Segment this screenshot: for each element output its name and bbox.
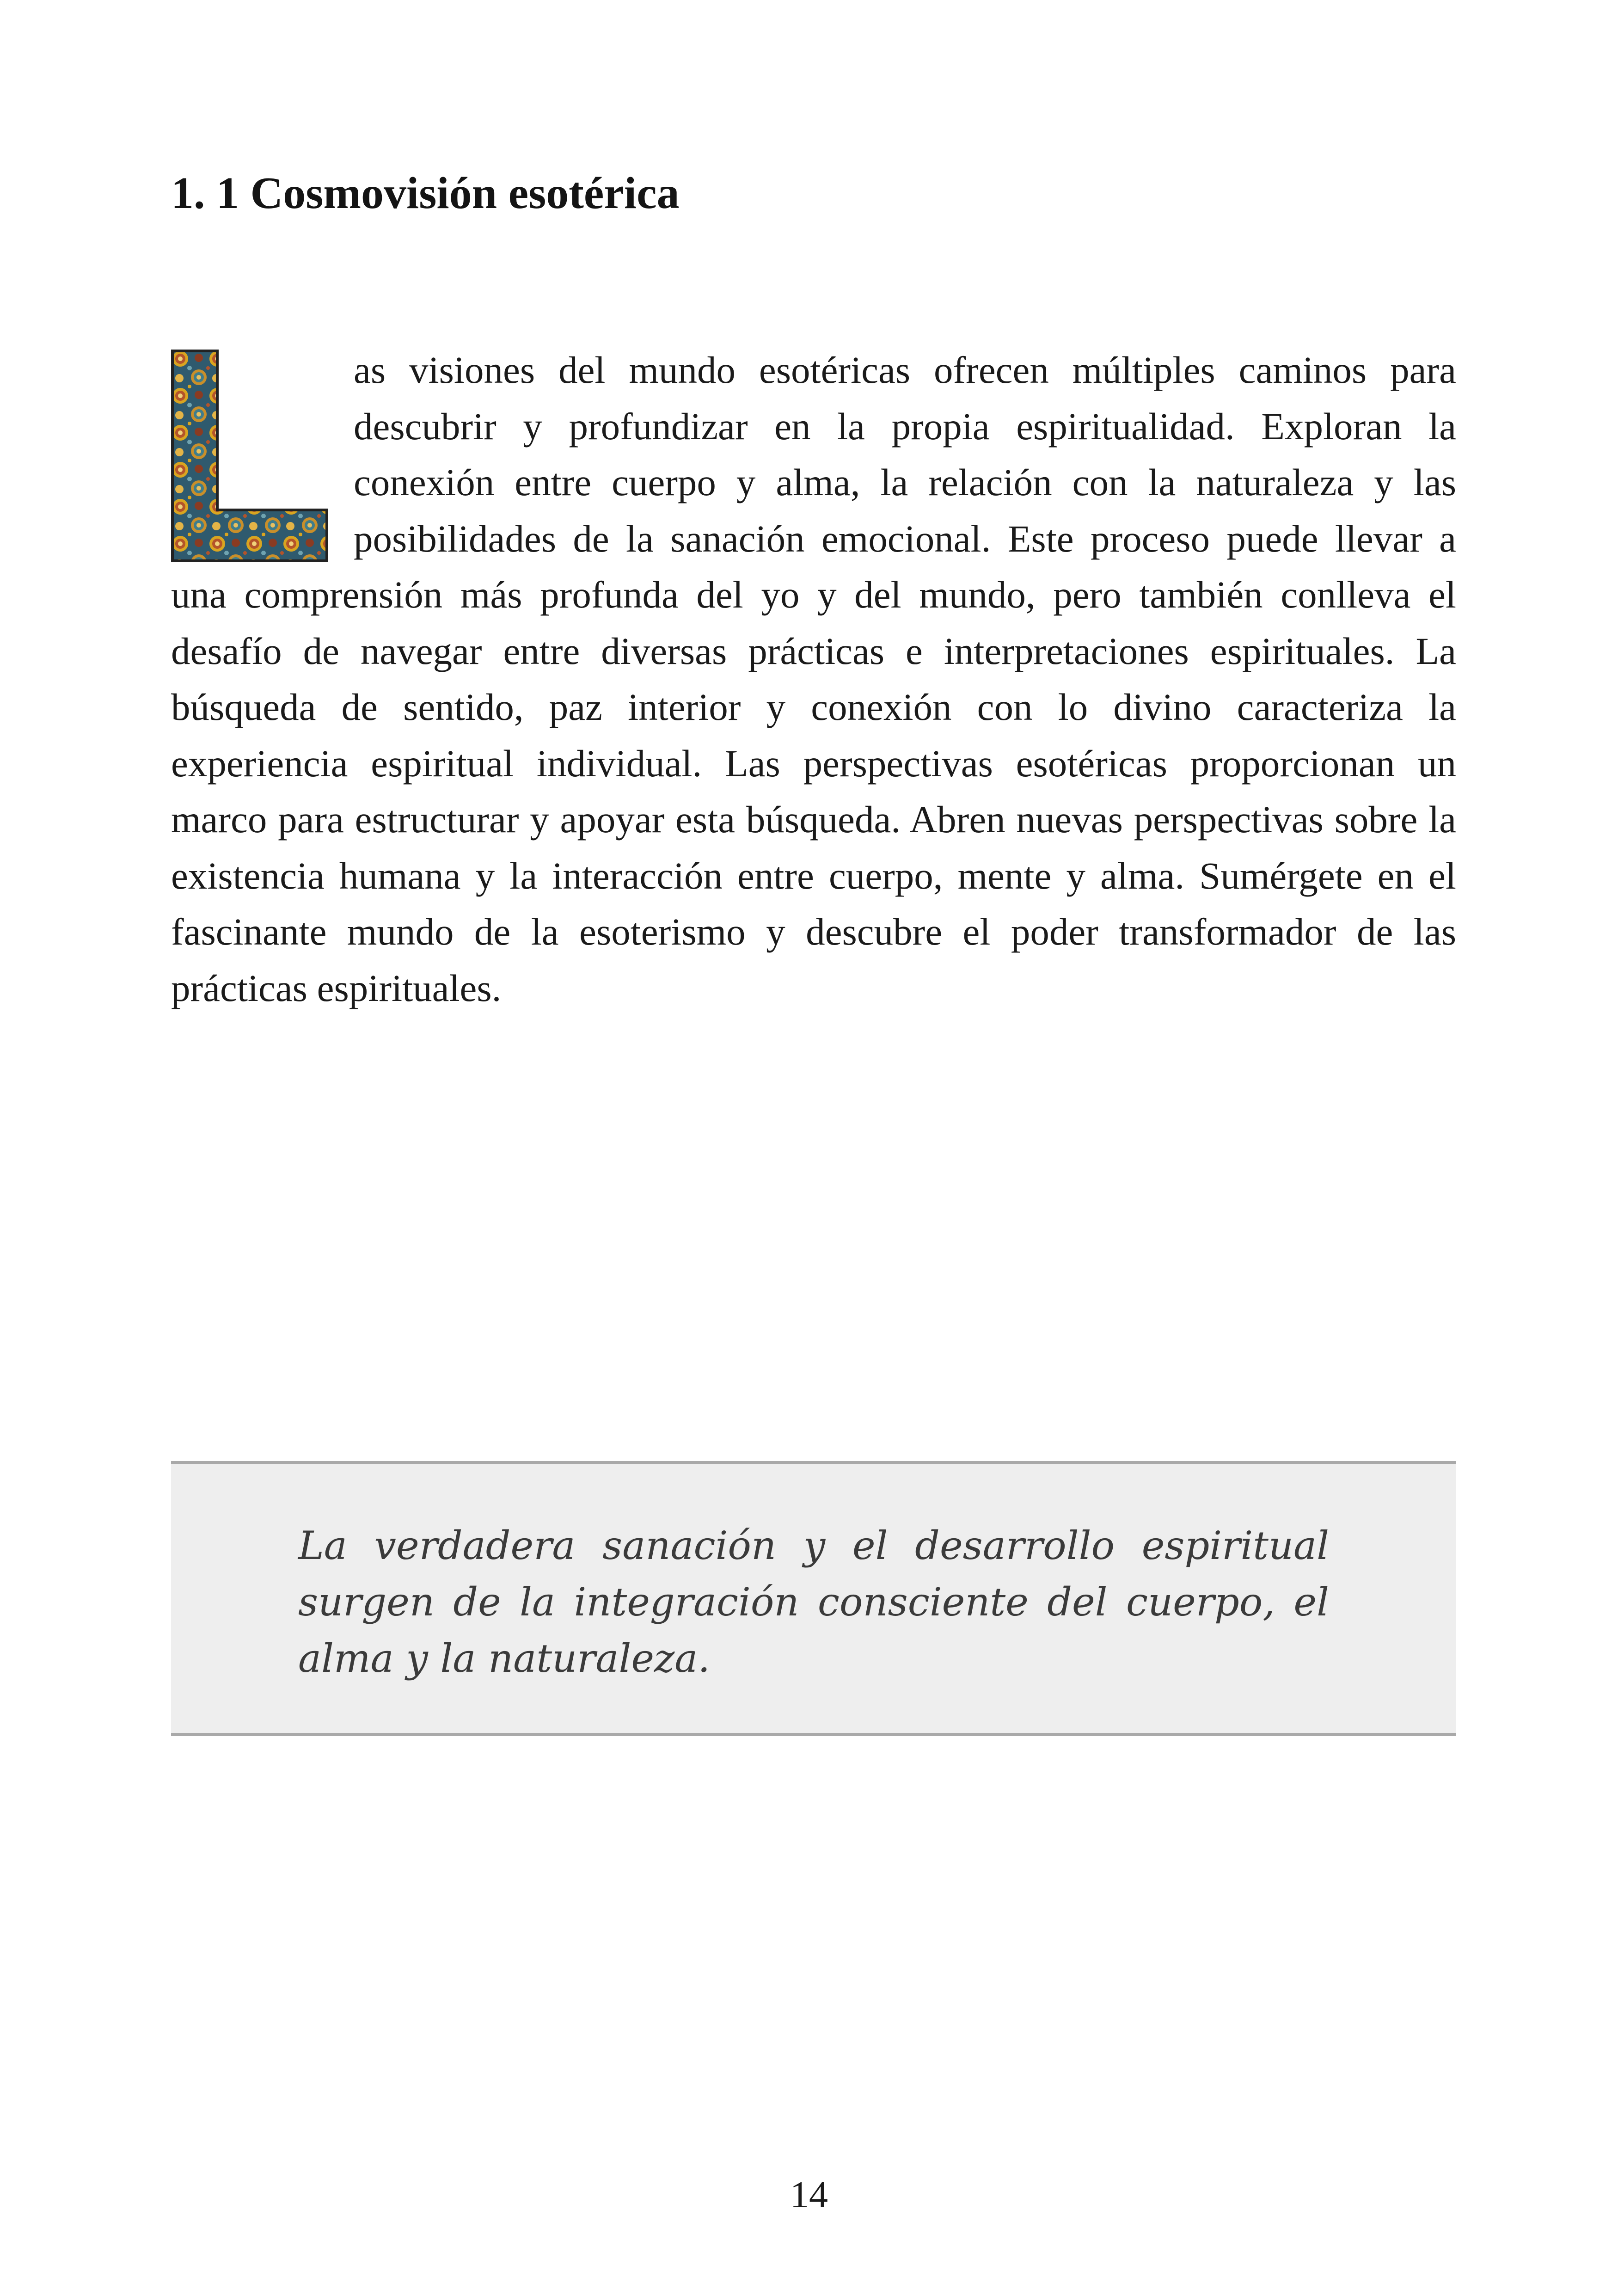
intro-text: as visiones del mundo esotéricas ofrecen múltiples caminos para descubrir y profundizar en la propia espiritualidad. Exploran la conexión entre cuerpo y alma, la relación con la naturaleza y las posibilidades de la sanación emocional. Este proceso puede llevar a una comprensión más profunda del yo y del mundo, pero también conlleva el desafío de navegar entre diversas prácticas e interpretaciones espirituales. La búsqueda de sentido, paz interior y conexión con lo divino caracteriza la experiencia espiritual individual. Las perspectivas esotéricas proporcionan un marco para estructurar y apoyar esta búsqueda. Abren nuevas perspectivas sobre la existencia humana y la interacción entre cuerpo, mente y alma. Sumérgete en el fascinante mundo de la esoterismo y descubre el poder transformador de las prácticas espirituales.	[171, 349, 1456, 1009]
page-number: 14	[790, 2173, 828, 2216]
intro-paragraph	[171, 342, 1456, 1016]
section-heading: 1. 1 Cosmovisión esotérica	[171, 168, 680, 218]
pull-quote-text: La verdadera sanación y el desarrollo espiritual surgen de la integración consciente del cuerpo, el alma y la naturaleza.	[298, 1523, 1329, 1681]
dropcap-letter-l-image	[171, 350, 328, 562]
pull-quote-box	[171, 1461, 1456, 1736]
